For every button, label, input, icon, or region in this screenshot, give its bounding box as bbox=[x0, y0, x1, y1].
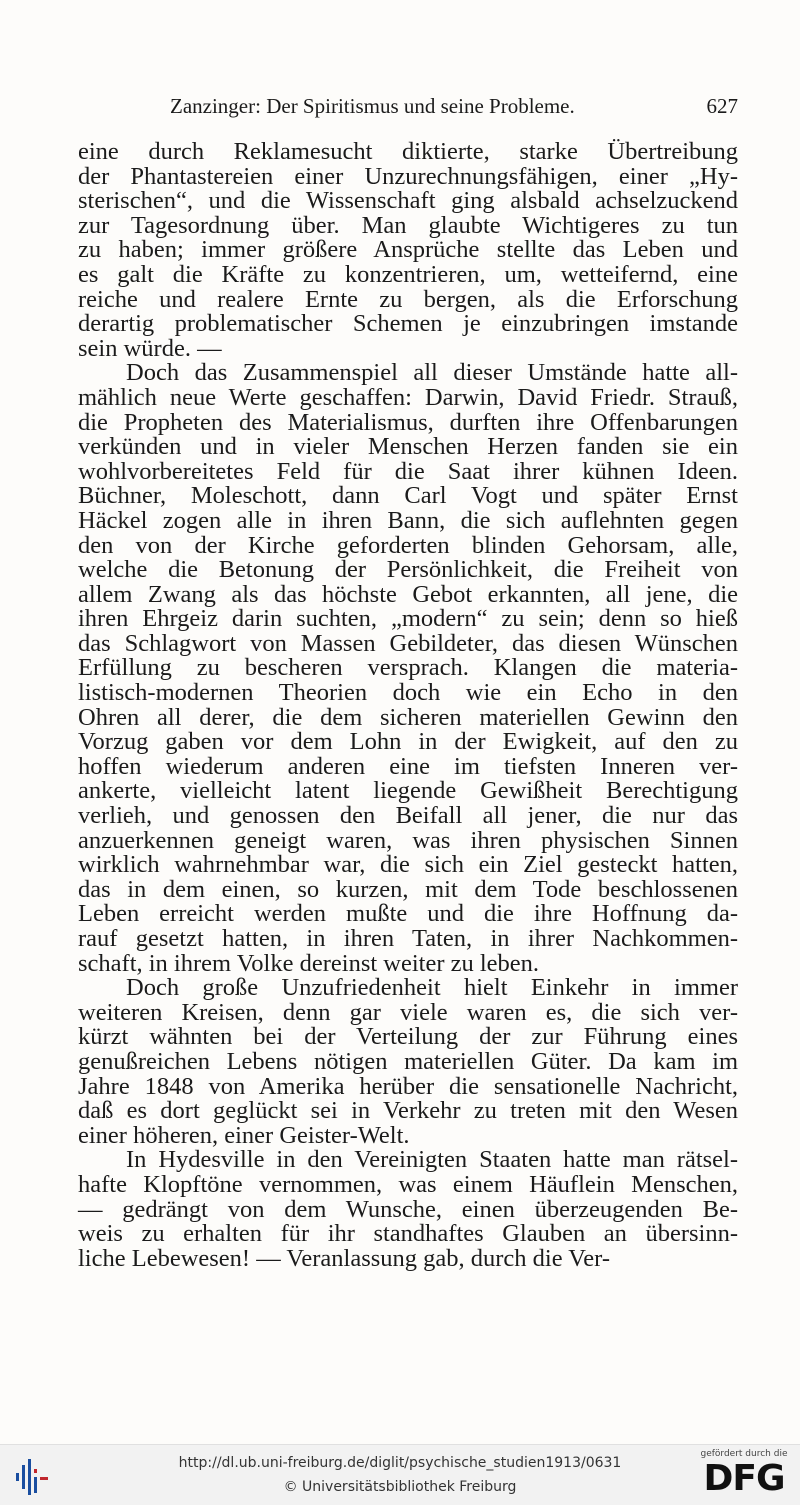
text-line: daß es dort geglückt sei in Verkehr zu treten mit den Wesen bbox=[78, 1097, 738, 1125]
paragraph bbox=[78, 361, 738, 976]
text-line: weis zu erhalten für ihr standhaftes Glauben an übersinn- bbox=[78, 1220, 738, 1248]
text-line: weiteren Kreisen, denn gar viele waren es, die sich ver- bbox=[78, 998, 738, 1026]
text-line: ihren Ehrgeiz darin suchten, „modern“ zu sein; denn so hieß bbox=[78, 605, 738, 633]
text-line: listisch-modernen Theorien doch wie ein Echo in den bbox=[78, 679, 738, 707]
page-number: 627 bbox=[706, 94, 738, 118]
text-line: — gedrängt von dem Wunsche, einen überzeugenden Be- bbox=[78, 1195, 738, 1223]
text-line: genußreichen Lebens nötigen materiellen Güter. Da kam im bbox=[78, 1047, 738, 1075]
dfg-funding[interactable] bbox=[696, 1449, 792, 1499]
text-line: hoffen wiederum anderen eine im tiefsten Inneren ver- bbox=[78, 752, 738, 780]
permalink-link[interactable]: http://dl.ub.uni-freiburg.de/diglit/psychische_studien1913/0631 bbox=[178, 1455, 622, 1471]
paragraph bbox=[78, 140, 738, 361]
text-line: welche die Betonung der Persönlichkeit, die Freiheit von bbox=[78, 556, 738, 584]
text-line: das in dem einen, so kurzen, mit dem Tode beschlossenen bbox=[78, 875, 738, 903]
text-line: wohlvorbereitetes Feld für die Saat ihrer kühnen Ideen. bbox=[78, 457, 738, 485]
footer-bar bbox=[0, 1444, 800, 1505]
text-line: der Phantastereien einer Unzurechnungsfähigen, einer „Hy- bbox=[78, 162, 738, 190]
text-line: sterischen“, und die Wissenschaft ging alsbald achselzuckend bbox=[78, 187, 738, 215]
text-line: Doch das Zusammenspiel all dieser Umstände hatte all- bbox=[126, 359, 738, 387]
text-line: verlieh, und genossen den Beifall all jener, die nur das bbox=[78, 802, 738, 830]
text-line: Doch große Unzufriedenheit hielt Einkehr in immer bbox=[126, 974, 738, 1002]
text-line: liche Lebewesen! — Veranlassung gab, durch die Ver- bbox=[78, 1244, 610, 1272]
text-line: mählich neue Werte geschaffen: Darwin, David Friedr. Strauß, bbox=[78, 383, 738, 411]
running-header bbox=[170, 94, 738, 119]
text-line: den von der Kirche geforderten blinden Gehorsam, alle, bbox=[78, 531, 738, 559]
copyright-notice: © Universitätsbibliothek Freiburg bbox=[283, 1479, 517, 1495]
text-line: Häckel zogen alle in ihren Bann, die sich auflehnten gegen bbox=[78, 506, 738, 534]
footer-citation bbox=[120, 1453, 680, 1497]
text-line: In Hydesville in den Vereinigten Staaten hatte man rätsel- bbox=[126, 1146, 738, 1174]
text-line: rauf gesetzt hatten, in ihren Taten, in ihrer Nachkommen- bbox=[78, 925, 738, 952]
text-line: allem Zwang als das höchste Gebot erkannten, all jene, die bbox=[78, 580, 738, 608]
text-line: ankerte, vielleicht latent liegende Gewißheit Berechtigung bbox=[78, 777, 738, 805]
text-line: Vorzug gaben vor dem Lohn in der Ewigkeit, auf den zu bbox=[78, 728, 738, 756]
text-line: zu haben; immer größere Ansprüche stellte das Leben und bbox=[78, 236, 738, 264]
text-line: anzuerkennen geneigt waren, was ihren physischen Sinnen bbox=[78, 826, 738, 854]
text-line: einer höheren, einer Geister-Welt. bbox=[78, 1121, 410, 1149]
text-line: schaft, in ihrem Volke dereinst weiter zu leben. bbox=[78, 949, 540, 977]
text-line: reiche und realere Ernte zu bergen, als die Erforschung bbox=[78, 285, 738, 313]
text-line: verkünden und in vieler Menschen Herzen fanden sie ein bbox=[78, 433, 738, 461]
dfg-logo: DFG bbox=[703, 1458, 785, 1499]
text-line: hafte Klopftöne vernommen, was einem Häuflein Menschen, bbox=[78, 1170, 738, 1198]
text-line: eine durch Reklamesucht diktierte, starke Übertreibung bbox=[78, 138, 738, 165]
paragraph bbox=[78, 976, 738, 1148]
text-line: wirklich wahrnehmbar war, die sich ein Ziel gesteckt hatten, bbox=[78, 851, 738, 879]
text-line: Büchner, Moleschott, dann Carl Vogt und später Ernst bbox=[78, 482, 738, 510]
paragraph bbox=[78, 1148, 738, 1271]
text-line: Ohren all derer, die dem sicheren materiellen Gewinn den bbox=[78, 703, 738, 731]
body-text bbox=[78, 140, 738, 1271]
text-line: Leben erreicht werden mußte und die ihre Hoffnung da- bbox=[78, 900, 738, 928]
text-line: kürzt wähnten bei der Verteilung der zur Führung eines bbox=[78, 1023, 738, 1051]
text-line: Erfüllung zu bescheren versprach. Klangen die materia- bbox=[78, 654, 738, 682]
text-line: die Propheten des Materialismus, durften ihre Offenbarungen bbox=[78, 408, 738, 436]
text-line: zur Tagesordnung über. Man glaubte Wichtigeres zu tun bbox=[78, 211, 738, 239]
running-title: Zanzinger: Der Spiritismus und seine Probleme. bbox=[170, 94, 575, 118]
text-line: Jahre 1848 von Amerika herüber die sensationelle Nachricht, bbox=[78, 1072, 738, 1100]
text-line: es galt die Kräfte zu konzentrieren, um, wetteifernd, eine bbox=[78, 260, 738, 288]
funded-by-label: gefördert durch die bbox=[700, 1449, 788, 1459]
ub-freiburg-logo-icon[interactable] bbox=[12, 1455, 52, 1497]
text-line: sein würde. — bbox=[78, 334, 222, 362]
text-line: das Schlagwort von Massen Gebildeter, das diesen Wünschen bbox=[78, 629, 738, 657]
text-line: derartig problematischer Schemen je einzubringen imstande bbox=[78, 310, 738, 338]
